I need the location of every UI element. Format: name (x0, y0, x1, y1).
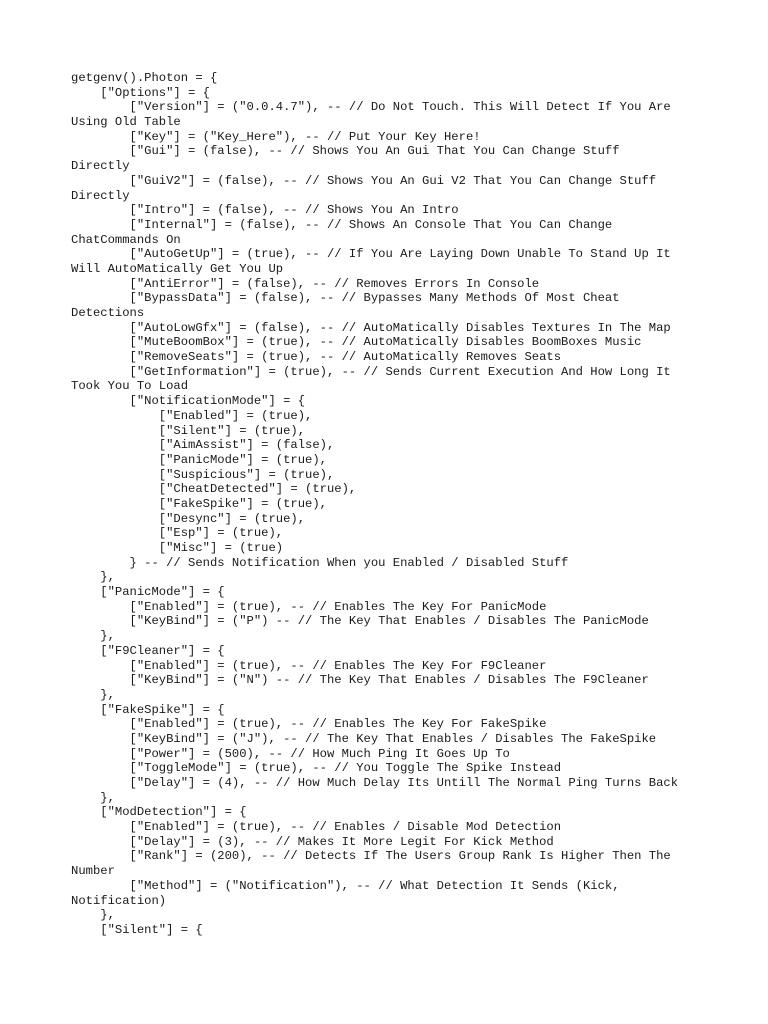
code-line: ["MuteBoomBox"] = (true), -- // AutoMatically Disables BoomBoxes Music (71, 335, 642, 350)
code-line: ["F9Cleaner"] = { (71, 643, 225, 658)
code-line: ["KeyBind"] = ("J"), -- // The Key That Enables / Disables The FakeSpike (71, 731, 657, 746)
code-line: Number (71, 864, 115, 879)
code-line: ["Gui"] = (false), -- // Shows You An Gui That You Can Change Stuff (71, 144, 620, 159)
code-line: ["AntiError"] = (false), -- // Removes Errors In Console (71, 276, 540, 291)
code-line: ["Rank"] = (200), -- // Detects If The Users Group Rank Is Higher Then The (71, 849, 671, 864)
code-line: ["Esp"] = (true), (71, 526, 284, 541)
code-line: ["Suspicious"] = (true), (71, 467, 335, 482)
code-line: ["Internal"] = (false), -- // Shows An Console That You Can Change (71, 217, 613, 232)
code-line: ["ToggleMode"] = (true), -- // You Toggle The Spike Instead (71, 761, 562, 776)
code-line: Directly (71, 159, 130, 174)
code-line: ["RemoveSeats"] = (true), -- // AutoMatically Removes Seats (71, 350, 562, 365)
code-line: ["Delay"] = (4), -- // How Much Delay Its Untill The Normal Ping Turns Back (71, 776, 679, 790)
code-line: ["Misc"] = (true) (71, 541, 284, 555)
code-line: ["Key"] = ("Key_Here"), -- // Put Your Key Here! (71, 129, 481, 144)
code-line: ["Enabled"] = (true), -- // Enables The Key For FakeSpike (71, 717, 547, 732)
code-line: getgenv().Photon = { (71, 71, 218, 85)
code-line: Took You To Load (71, 379, 189, 394)
code-line: ["Enabled"] = (true), -- // Enables The Key For PanicMode (71, 599, 547, 614)
code-line: }, (71, 790, 115, 805)
code-line: ["CheatDetected"] = (true), (71, 482, 357, 497)
code-line: }, (71, 908, 115, 923)
code-line: Notification) (71, 893, 167, 908)
code-line: ChatCommands On (71, 232, 181, 247)
code-line: ["FakeSpike"] = (true), (71, 496, 327, 511)
code-line: }, (71, 687, 115, 702)
code-line: ["Power"] = (500), -- // How Much Ping It Goes Up To (71, 746, 510, 761)
code-line: ["PanicMode"] = { (71, 585, 225, 600)
code-line: ["AimAssist"] = (false), (71, 438, 335, 453)
code-line: ["Delay"] = (3), -- // Makes It More Legit For Kick Method (71, 834, 554, 849)
code-line: ["Method"] = ("Notification"), -- // What Detection It Sends (Kick, (71, 878, 620, 893)
code-line: }, (71, 629, 115, 644)
code-block (71, 71, 701, 938)
code-line: ["Enabled"] = (true), -- // Enables / Disable Mod Detection (71, 820, 562, 835)
code-line: ["Version"] = ("0.0.4.7"), -- // Do Not Touch. This Will Detect If You Are (71, 100, 671, 115)
code-line: Will AutoMatically Get You Up (71, 261, 284, 276)
code-line: ["Options"] = { (71, 85, 210, 100)
code-line: ["AutoLowGfx"] = (false), -- // AutoMatically Disables Textures In The Map (71, 320, 671, 335)
code-line: ["PanicMode"] = (true), (71, 452, 327, 467)
code-line: Detections (71, 306, 145, 320)
code-line: Directly (71, 188, 130, 203)
code-line: ["Intro"] = (false), -- // Shows You An Intro (71, 203, 459, 218)
code-line: }, (71, 570, 115, 585)
code-line: ["KeyBind"] = ("P") -- // The Key That Enables / Disables The PanicMode (71, 614, 649, 629)
code-line: ["GetInformation"] = (true), -- // Sends Current Execution And How Long It (71, 364, 671, 379)
code-line: Using Old Table (71, 115, 181, 130)
code-line: ["FakeSpike"] = { (71, 702, 225, 717)
code-line: ["BypassData"] = (false), -- // Bypasses Many Methods Of Most Cheat (71, 291, 620, 306)
code-line: ["Enabled"] = (true), (71, 408, 313, 423)
code-line: ["ModDetection"] = { (71, 805, 247, 820)
code-line: ["NotificationMode"] = { (71, 394, 306, 409)
code-line: ["GuiV2"] = (false), -- // Shows You An Gui V2 That You Can Change Stuff (71, 173, 657, 188)
code-line: ["AutoGetUp"] = (true), -- // If You Are Laying Down Unable To Stand Up It (71, 247, 671, 262)
code-line: ["Silent"] = { (71, 922, 203, 937)
code-line: ["Silent"] = (true), (71, 423, 306, 438)
code-line: ["Desync"] = (true), (71, 511, 306, 526)
code-line: ["KeyBind"] = ("N") -- // The Key That Enables / Disables The F9Cleaner (71, 673, 649, 688)
code-line: ["Enabled"] = (true), -- // Enables The Key For F9Cleaner (71, 658, 547, 673)
code-line: } -- // Sends Notification When you Enabled / Disabled Stuff (71, 555, 569, 570)
